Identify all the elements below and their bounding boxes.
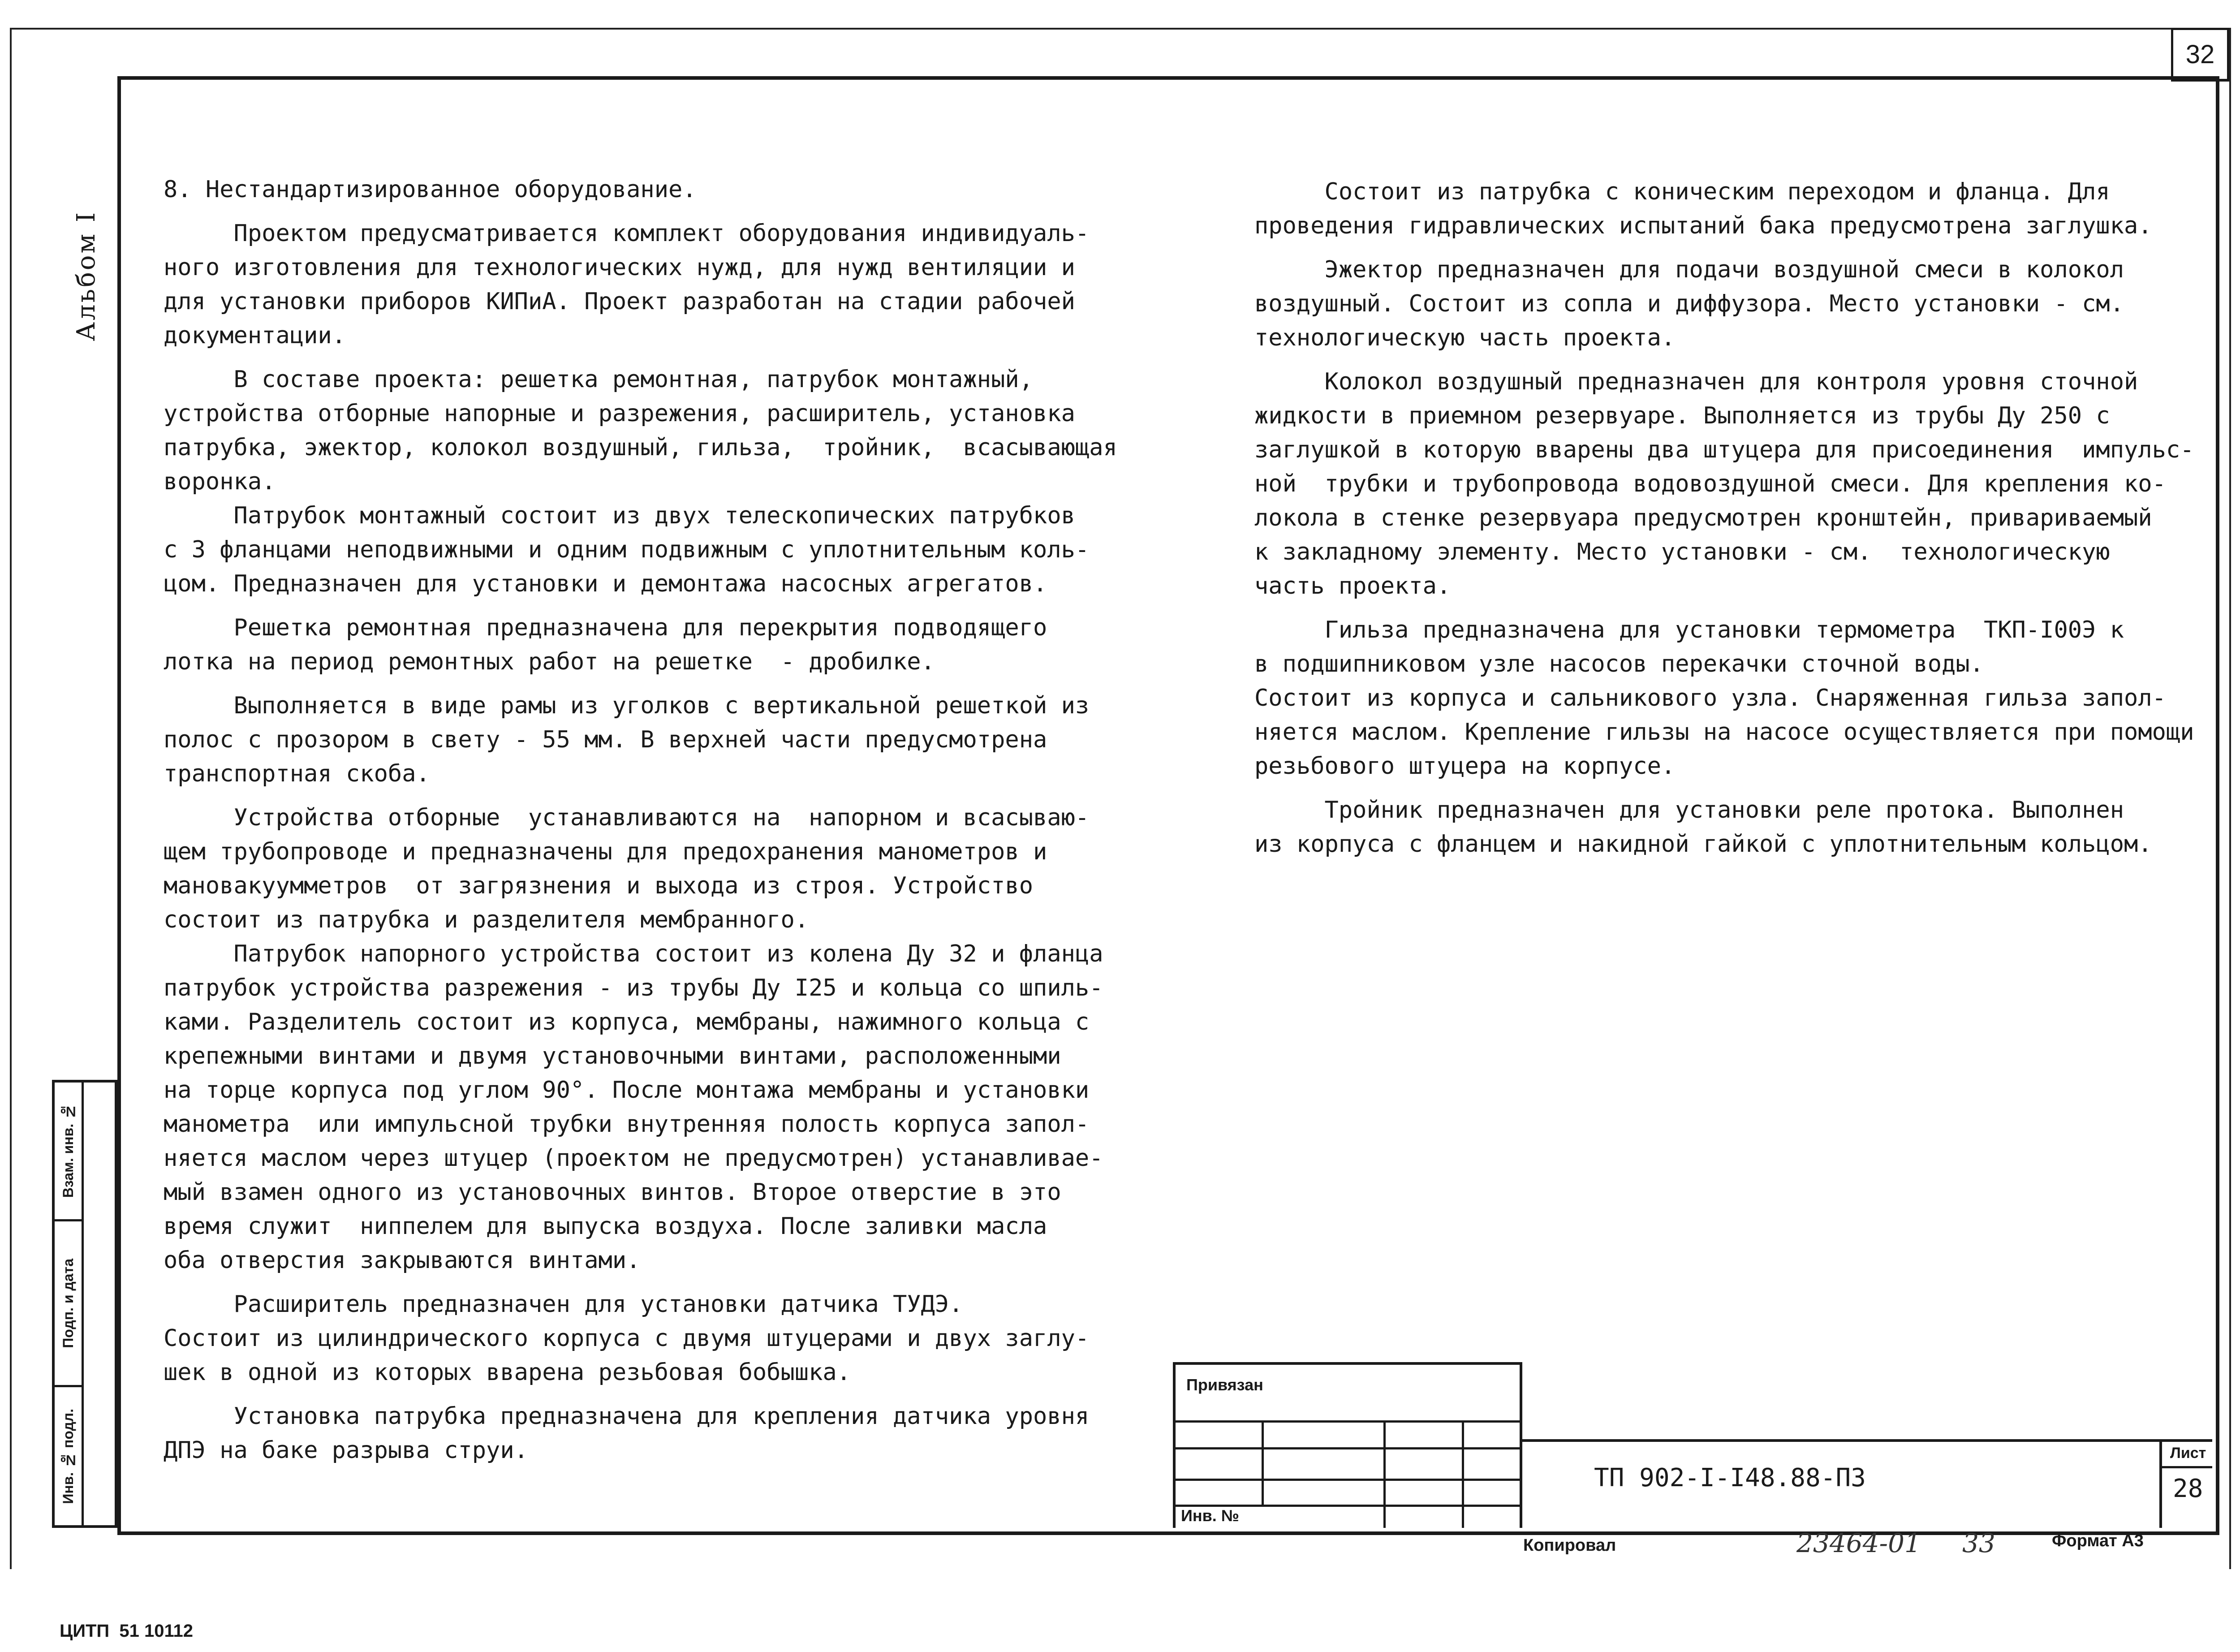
text-line: Установка патрубка предназначена для крепления датчика уровня: [164, 1403, 1090, 1430]
text-line: состоит из патрубка и разделителя мембранного.: [164, 906, 809, 933]
text-line: Патрубок напорного устройства состоит из колена Ду 32 и фланца: [164, 940, 1103, 967]
stamp-label-inv: Инв. № подл.: [60, 1408, 76, 1504]
text-line: Выполняется в виде рамы из уголков с вертикальной решеткой из: [164, 692, 1090, 719]
text-line: щем трубопроводе и предназначены для предохранения манометров и: [164, 838, 1047, 865]
right-column-paragraph: [1254, 175, 2194, 243]
outer-border-top: [10, 28, 2174, 30]
stamp-cell-vzam: [55, 1083, 82, 1221]
list-number: 28: [2173, 1474, 2203, 1503]
right-column-paragraph: [1254, 613, 2194, 783]
left-text-column: [164, 173, 1117, 1477]
text-line: жидкости в приемном резервуаре. Выполняется из трубы Ду 250 с: [1254, 402, 2110, 429]
left-column-paragraph: [164, 362, 1117, 601]
text-line: патрубка, эжектор, колокол воздушный, гильза, тройник, всасывающая: [164, 434, 1117, 461]
sheet-number-box: [2171, 28, 2229, 82]
right-text-column: [1254, 175, 2194, 871]
stamp-cell-inv: [55, 1387, 82, 1525]
text-line: воздушный. Состоит из сопла и диффузора. Место установки - см.: [1254, 290, 2124, 317]
text-line: манометра или импульсной трубки внутренняя полость корпуса запол-: [164, 1111, 1090, 1138]
text-line: Состоит из патрубка с коническим переходом и фланца. Для: [1254, 178, 2110, 205]
right-column-paragraph: [1254, 253, 2194, 355]
side-stamp: [52, 1080, 117, 1528]
text-line: лотка на период ремонтных работ на решетке - дробилке.: [164, 648, 935, 675]
handwritten-number: 23464-01: [1796, 1528, 1921, 1558]
left-column-paragraph: [164, 801, 1117, 1277]
text-line: резьбового штуцера на корпусе.: [1254, 753, 1676, 780]
title-block: [1173, 1362, 2212, 1528]
outer-border-right: [2229, 28, 2231, 1569]
left-column-paragraph: [164, 1399, 1117, 1467]
text-line: Патрубок монтажный состоит из двух телескопических патрубков: [164, 502, 1075, 529]
handwritten-page: 33: [1962, 1528, 1995, 1558]
text-line: Колокол воздушный предназначен для контроля уровня сточной: [1254, 368, 2138, 395]
text-line: устройства отборные напорные и разрежения, расширитель, установка: [164, 400, 1075, 427]
text-line: транспортная скоба.: [164, 760, 430, 787]
text-line: цом. Предназначен для установки и демонтажа насосных агрегатов.: [164, 570, 1047, 597]
text-line: воронка.: [164, 468, 276, 495]
text-line: 8. Нестандартизированное оборудование.: [164, 176, 697, 203]
text-line: из корпуса с фланцем и накидной гайкой с уплотнительным кольцом.: [1254, 831, 2152, 858]
text-line: крепежными винтами и двумя установочными винтами, расположенными: [164, 1043, 1061, 1070]
left-column-paragraph: [164, 611, 1117, 679]
left-column-paragraph: [164, 216, 1117, 353]
text-line: локола в стенке резервуара предусмотрен кронштейн, привариваемый: [1254, 505, 2152, 531]
right-column-paragraph: [1254, 365, 2194, 603]
text-line: ного изготовления для технологических нужд, для нужд вентиляции и: [164, 254, 1075, 281]
text-line: оба отверстия закрываются винтами.: [164, 1247, 641, 1274]
text-line: Расширитель предназначен для установки датчика ТУДЭ.: [164, 1291, 963, 1318]
text-line: с 3 фланцами неподвижными и одним подвижным с уплотнительным коль-: [164, 536, 1090, 563]
text-line: полос с прозором в свету - 55 мм. В верхней части предусмотрена: [164, 726, 1047, 753]
document-code: ТП 902-I-I48.88-ПЗ: [1594, 1463, 1866, 1492]
text-line: мановакуумметров от загрязнения и выхода из строя. Устройство: [164, 872, 1034, 899]
text-line: для установки приборов КИПиА. Проект разработан на стадии рабочей: [164, 288, 1075, 315]
text-line: на торце корпуса под углом 90°. После монтажа мембраны и установки: [164, 1077, 1090, 1104]
text-line: няется маслом. Крепление гильзы на насосе осуществляется при помощи: [1254, 719, 2194, 746]
privyazan-label: Привязан: [1186, 1376, 1263, 1394]
text-line: Проектом предусматривается комплект оборудования индивидуаль-: [164, 220, 1090, 247]
text-line: Устройства отборные устанавливаются на напорном и всасываю-: [164, 804, 1090, 831]
left-column-paragraph: [164, 1287, 1117, 1389]
text-line: мый взамен одного из установочных винтов. Второе отверстие в это: [164, 1179, 1061, 1206]
text-line: ДПЭ на баке разрыва струи.: [164, 1437, 528, 1464]
right-column-paragraph: [1254, 793, 2194, 861]
text-line: заглушкой в которую вварены два штуцера для присоединения импульс-: [1254, 436, 2194, 463]
text-line: документации.: [164, 322, 346, 349]
left-column-paragraph: [164, 689, 1117, 791]
text-line: ной трубки и трубопровода водовоздушной смеси. Для крепления ко-: [1254, 470, 2166, 497]
text-line: шек в одной из которых вварена резьбовая бобышка.: [164, 1359, 851, 1386]
text-line: Гильза предназначена для установки термометра ТКП-I00Э к: [1254, 617, 2124, 643]
left-column-paragraph: [164, 173, 1117, 207]
stamp-cell-podp: [55, 1221, 82, 1387]
text-line: Эжектор предназначен для подачи воздушной смеси в колокол: [1254, 256, 2124, 283]
album-label: Альбом I: [72, 211, 101, 341]
format-label: Формат А3: [2052, 1531, 2144, 1550]
text-line: ками. Разделитель состоит из корпуса, мембраны, нажимного кольца с: [164, 1009, 1090, 1035]
text-line: в подшипниковом узле насосов перекачки сточной воды.: [1254, 651, 1984, 677]
text-line: время служит ниппелем для выпуска воздуха. После заливки масла: [164, 1213, 1047, 1240]
list-label: Лист: [2170, 1445, 2206, 1462]
text-line: часть проекта.: [1254, 573, 1451, 600]
text-line: технологическую часть проекта.: [1254, 324, 1676, 351]
text-line: Состоит из цилиндрического корпуса с двумя штуцерами и двух заглу-: [164, 1325, 1090, 1352]
text-line: Решетка ремонтная предназначена для перекрытия подводящего: [164, 614, 1047, 641]
stamp-label-podp: Подп. и дата: [60, 1258, 76, 1348]
outer-border-left: [10, 28, 12, 1569]
text-line: проведения гидравлических испытаний бака предусмотрена заглушка.: [1254, 212, 2152, 239]
kopiroval-label: Копировал: [1523, 1536, 1616, 1555]
text-line: В составе проекта: решетка ремонтная, патрубок монтажный,: [164, 366, 1034, 393]
stamp-label-vzam: Взам. инв. №: [60, 1104, 76, 1198]
text-line: Состоит из корпуса и сальникового узла. Снаряженная гильза запол-: [1254, 685, 2166, 712]
text-line: к закладному элементу. Место установки - см. технологическую: [1254, 539, 2110, 565]
sheet-number: 32: [2185, 40, 2215, 69]
text-line: патрубок устройства разрежения - из трубы Ду I25 и кольца со шпиль-: [164, 975, 1103, 1001]
text-line: Тройник предназначен для установки реле протока. Выполнен: [1254, 797, 2124, 824]
tsitp-code: ЦИТП 51 10112: [60, 1621, 194, 1641]
inv-no-label: Инв. №: [1181, 1506, 1239, 1525]
text-line: няется маслом через штуцер (проектом не предусмотрен) устанавливае-: [164, 1145, 1103, 1172]
